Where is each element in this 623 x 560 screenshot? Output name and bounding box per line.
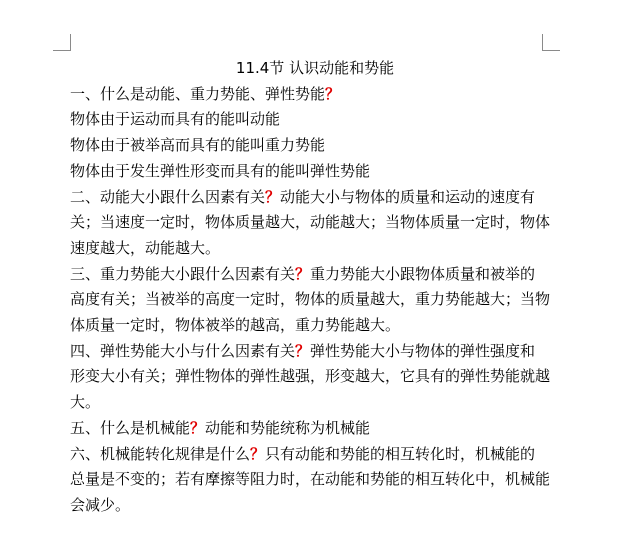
crop-mark-top-right [542, 34, 543, 51]
question-text: 三、重力势能大小跟什么因素有关 [70, 264, 296, 283]
crop-mark-top-right [542, 50, 560, 51]
answer-text: 动能大小与物体的质量和运动的速度有关；当速度一定时，物体质量越大，动能越大；当物体质量一定时，物体速度越大，动能越大。 [70, 187, 551, 257]
definition-line: 物体由于被举高而具有的能叫重力势能 [70, 136, 326, 155]
answer-text: 动能和势能统称为机械能 [205, 418, 371, 437]
question-text: 二、动能大小跟什么因素有关 [70, 187, 266, 206]
question-6 [70, 442, 550, 519]
answer-text: 弹性势能大小与物体的弹性强度和形变大小有关；弹性物体的弹性越强，形变越大，它具有的弹性势能就越大。 [70, 341, 551, 412]
document-body [70, 56, 550, 519]
answer-text: 只有动能和势能的相互转化时，机械能的总量是不变的；若有摩擦等阻力时，在动能和势能的相互转化中，机械能会减少。 [70, 444, 551, 514]
crop-mark-top-left [70, 34, 71, 51]
question-text: 六、机械能转化规律是什么 [70, 444, 251, 463]
question-text: 五、什么是机械能 [70, 418, 191, 437]
definition-line: 物体由于运动而具有的能叫动能 [70, 110, 281, 129]
question-4 [70, 339, 550, 416]
question-mark-icon: ？ [190, 418, 206, 437]
question-mark-icon: ？ [295, 341, 311, 360]
question-text: 四、弹性势能大小与什么因素有关 [70, 341, 296, 360]
definition-line: 物体由于发生弹性形变而具有的能叫弹性势能 [70, 161, 371, 180]
question-5 [70, 416, 550, 442]
question-2 [70, 185, 550, 262]
crop-mark-top-left [53, 50, 71, 51]
answer-text: 重力势能大小跟物体质量和被举的高度有关；当被举的高度一定时，物体的质量越大，重力势能越大；当物体质量一定时，物体被举的越高，重力势能越大。 [70, 264, 551, 335]
question-mark-icon: ？ [325, 84, 341, 103]
question-1 [70, 82, 550, 108]
question-mark-icon: ？ [295, 264, 311, 283]
question-3 [70, 262, 550, 339]
question-text: 一、什么是动能、重力势能、弹性势能 [70, 84, 326, 103]
question-mark-icon: ？ [265, 187, 281, 206]
page-title: 11.4节 认识动能和势能 [235, 59, 395, 77]
question-mark-icon: ？ [250, 444, 266, 463]
